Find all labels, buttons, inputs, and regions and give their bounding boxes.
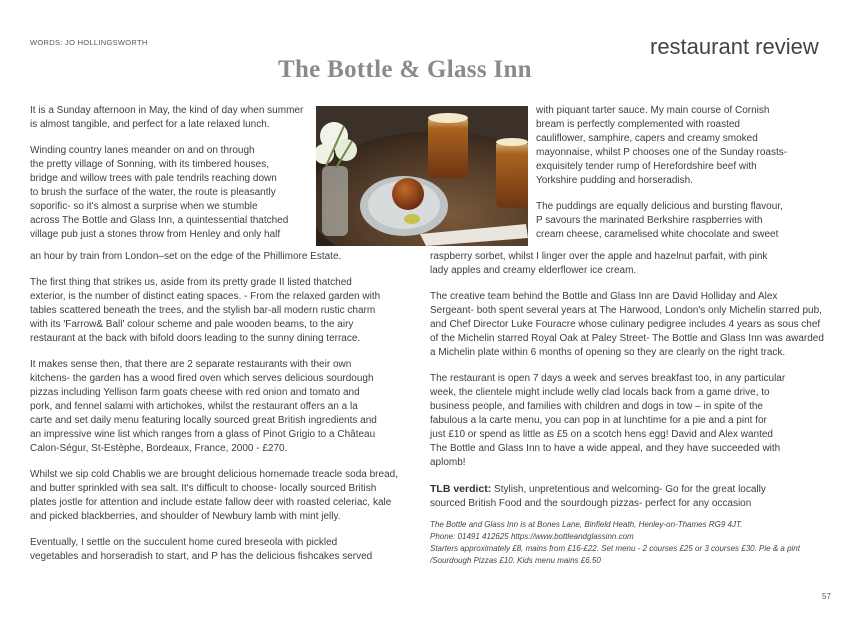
col2-para-1: with piquant tarter sauce. My main course of Cornish bream is perfectly complemented with roasted cauliflower, samphire, capers and creamy smoked mayonnaise, whilst P chooses one of the Sunday roasts- exquisitely tender rump of Herefordshire beef with Yorkshire pudding and horseradish. [536,105,788,186]
col1-para-2: Winding country lanes meander on and on through the pretty village of Sonning, with its timbered houses, bridge and willow trees with pale tendrils reaching down to brush the surface of the water, the route is pleasantly soporific- so it's almost a surprise when we stumble across The Bottle and Glass Inn, a quintessential thatched village pub just a stones throw from Henley and only half [30,145,289,240]
col1-wrap-narrow [30,104,314,242]
col1-para-1: It is a Sunday afternoon in May, the kind of day when summer is almost tangible, and perfect for a late relaxed lunch. [30,105,304,130]
col2-para-3: The creative team behind the Bottle and Glass Inn are David Holliday and Alex Sergeant- both spent several years at The Harwood, London's only Michelin starred pub, and Chef Director Luke Fouracre whose culinary pedigree includes 4 years as sous chef of the Michelin starred Royal Oak at Paley Street- The Bottle and Glass Inn was awarded a Michelin plate within 6 months of opening so they are clearly on the right track. [430,291,824,358]
col1-para-3: The first thing that strikes us, aside from its pretty grade II listed thatched exterior, is the number of distinct eating spaces. - From the relaxed garden with tables scattered beneath the trees, and the stylish bar-all modern rustic charm with its 'Farrow& Ball' colour scheme and pale wooden beams, to the airy restaurant at the back with bifold doors leading to the sunny dining terrace. [30,277,381,344]
verdict-label: TLB verdict: [430,483,492,495]
col2-para-4: The restaurant is open 7 days a week and serves breakfast too, in any particular week, the clientele might include welly clad locals back from a game drive, to business people, and families with children and dogs in tow – in spite of the fabulous a la carte menu, you can pop in at lunchtime for a pie and a pint for just £10 or spend as little as £5 on a scotch hens egg! David and Alex wanted The Bottle and Glass Inn to have a wide appeal, and they have succeeded with aplomb! [430,373,786,468]
page-number: 57 [822,592,831,601]
pub-photo-illustration [316,106,528,246]
col1-para-5: Whilst we sip cold Chablis we are brought delicious homemade treacle soda bread, and butter sprinkled with sea salt. It's difficult to choose- locally sourced British plates jostle for attention and include estate fallow deer with roasted celeriac, kale and picked blackberries, and shoulder of Newbury lamb with mint jelly. [30,469,398,522]
venue-info: The Bottle and Glass Inn is at Bones Lane, Binfield Heath, Henley-on-Thames RG9 4JT. Phone: 01491 412625 https://www.bottleandglassinn.com Starters approximately £8, mains from £16-£22. Set menu - 2 courses £25 or 3 courses £30. Pie & a pint /Sourdough Pizzas £10. Kids menu mains £6.50 [430,520,800,565]
col2-wrap-narrow [536,104,826,242]
verdict: TLB verdict: Stylish, unpretentious and welcoming- Go for the great locally sourced British Food and the sourdough pizzas- perfect for any occasion [430,483,766,509]
article-title: The Bottle & Glass Inn [278,56,532,83]
col1-para-6: Eventually, I settle on the succulent home cured breseola with pickled vegetables and horseradish to start, and P has the delicious fishcakes served [30,537,373,562]
col1-para-2-end: an hour by train from London–set on the edge of the Phillimore Estate. [30,251,342,262]
col2-para-2-start: The puddings are equally delicious and bursting flavour, P savours the marinated Berkshire raspberries with cream cheese, caramelised white chocolate and sweet [536,201,783,240]
section-heading: restaurant review [650,34,819,59]
byline: WORDS: JO HOLLINGSWORTH [30,38,148,47]
col2-wrap-full [430,250,830,567]
col2-para-2-end: raspberry sorbet, whilst I linger over the apple and hazelnut parfait, with pink lady apples and creamy elderflower ice cream. [430,251,768,276]
pub-photo [316,106,528,246]
col1-para-4: It makes sense then, that there are 2 separate restaurants with their own kitchens- the garden has a wood fired oven which serves delicious sourdough pizzas including Yellison farm goats cheese with red onion and tomato and pork, and fennel salami with artichokes, whilst the restaurant offers an a la carte and set daily menu featuring locally sourced great British ingredients and an impressive wine list which ranges from a glass of Pinot Grigio to a Château Calon-Ségur, St-Estèphe, Bordeaux, France, 2000 - £270. [30,359,377,454]
col1-wrap-full [30,250,420,564]
